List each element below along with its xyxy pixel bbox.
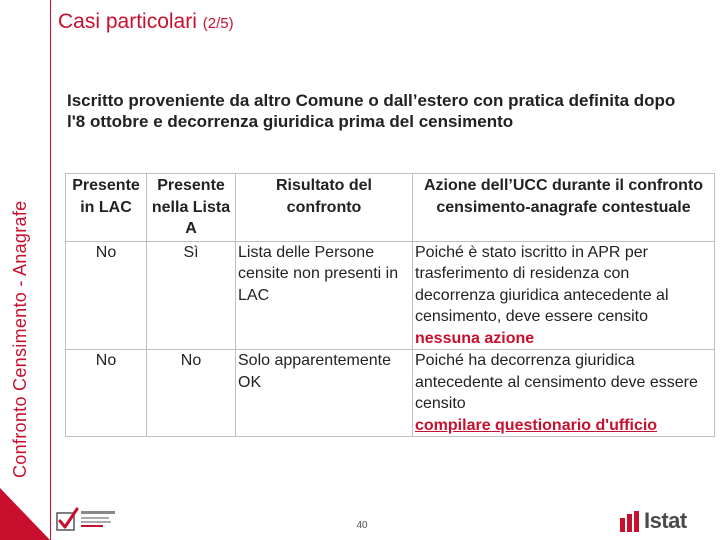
azione-highlight: nessuna azione: [415, 329, 535, 347]
cell-risultato: Lista delle Persone censite non presenti in LAC: [236, 241, 413, 350]
cell-lac: No: [66, 241, 147, 350]
sidebar-divider: [50, 0, 51, 540]
page-title-counter: (2/5): [202, 15, 234, 32]
istat-logo-mark: [618, 508, 644, 534]
sidebar-label: Confronto Censimento - Anagrafe: [10, 200, 30, 478]
table-row: [66, 241, 715, 350]
cell-azione: [413, 350, 715, 437]
istat-logo: [618, 508, 714, 534]
sidebar-corner-decoration: [0, 488, 50, 540]
header-azione: Azione dell’UCC durante il confronto censimento-anagrafe contestuale: [413, 174, 715, 242]
header-presente-lac: Presente in LAC: [66, 174, 147, 242]
intro-text: Iscritto proveniente da altro Comune o dall’estero con pratica definita dopo l'8 ottobre e decorrenza giuridica prima del censimento: [67, 91, 676, 131]
header-presente-lista-a: Presente nella Lista A: [147, 174, 236, 242]
cell-risultato: Solo apparentemente OK: [236, 350, 413, 437]
page-number: 40: [356, 520, 368, 531]
table-header-row: [66, 174, 715, 242]
page-title-text: Casi particolari: [58, 10, 197, 33]
cell-lista-a: Sì: [147, 241, 236, 350]
cell-lac: No: [66, 350, 147, 437]
cell-azione: [413, 241, 715, 350]
cell-lista-a: No: [147, 350, 236, 437]
cases-table: [65, 173, 715, 437]
header-risultato: Risultato del confronto: [236, 174, 413, 242]
table-row: [66, 350, 715, 437]
census-logo: [55, 505, 135, 535]
azione-text: Poiché ha decorrenza giuridica antecedente al censimento deve essere censito: [415, 352, 698, 412]
azione-highlight: compilare questionario d'ufficio: [415, 416, 658, 434]
azione-text: Poiché è stato iscritto in APR per trasferimento di residenza con decorrenza giuridica antecedente al censimento, deve essere censito: [415, 243, 669, 325]
page-title: [58, 10, 234, 34]
istat-logo-text: Istat: [644, 508, 687, 533]
